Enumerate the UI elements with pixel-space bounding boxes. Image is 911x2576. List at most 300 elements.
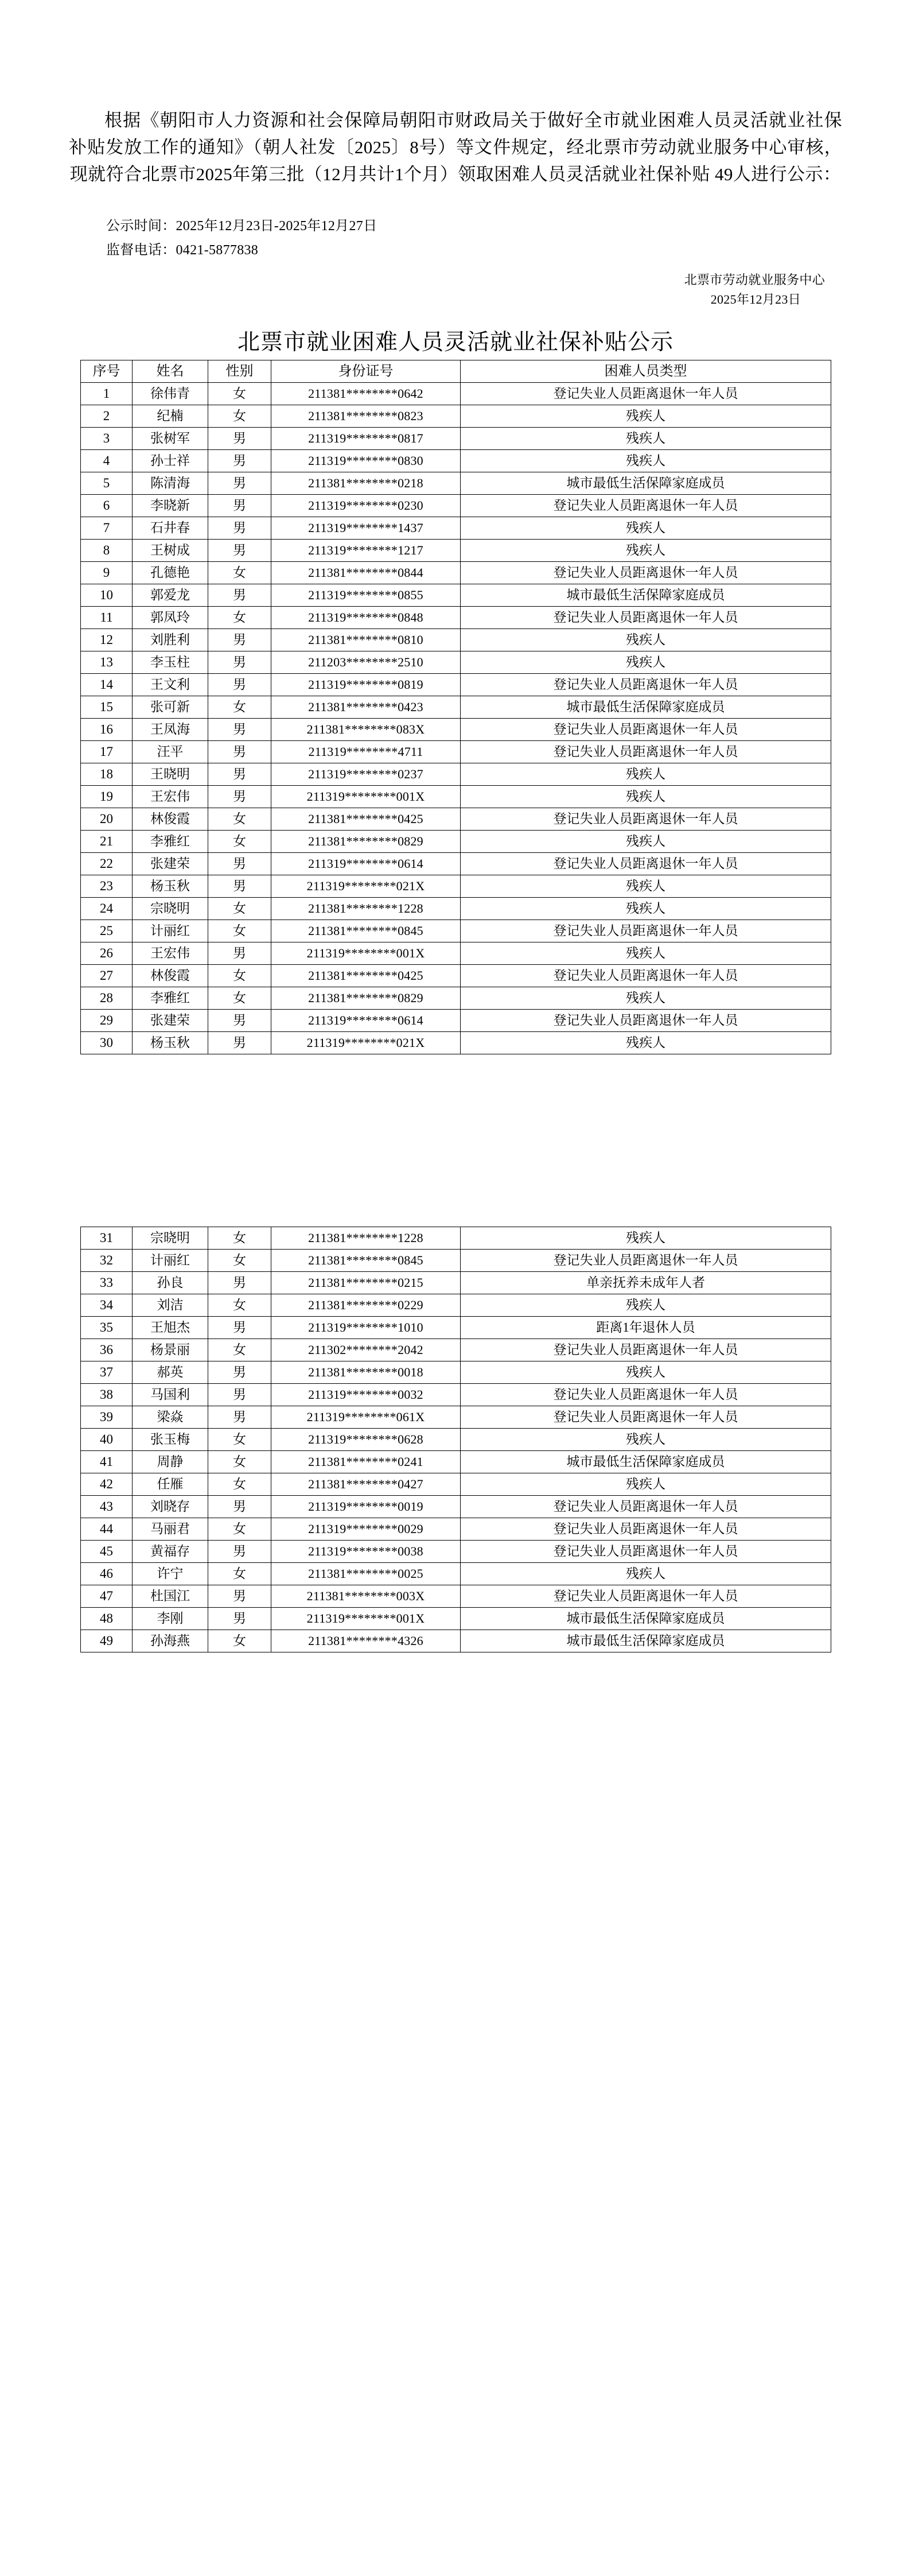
cell-gender: 女 xyxy=(208,1563,271,1585)
cell-index: 14 xyxy=(81,674,133,696)
cell-type: 登记失业人员距离退休一年人员 xyxy=(461,1250,831,1272)
table-row xyxy=(81,651,831,674)
cell-type: 登记失业人员距离退休一年人员 xyxy=(461,808,831,831)
cell-id: 211319********0032 xyxy=(271,1384,461,1406)
cell-index: 13 xyxy=(81,651,133,674)
cell-name: 张树军 xyxy=(133,428,208,450)
cell-index: 33 xyxy=(81,1272,133,1294)
cell-index: 45 xyxy=(81,1541,133,1563)
cell-type: 登记失业人员距离退休一年人员 xyxy=(461,965,831,987)
cell-gender: 女 xyxy=(208,1518,271,1541)
table-row xyxy=(81,763,831,786)
table-row xyxy=(81,1384,831,1406)
cell-index: 8 xyxy=(81,540,133,562)
table-row xyxy=(81,1250,831,1272)
cell-id: 211381********0427 xyxy=(271,1473,461,1496)
page-break-gap xyxy=(0,1054,911,1227)
table-row xyxy=(81,1630,831,1652)
cell-gender: 女 xyxy=(208,1227,271,1250)
cell-gender: 女 xyxy=(208,1339,271,1361)
cell-id: 211381********003X xyxy=(271,1585,461,1608)
cell-type: 登记失业人员距离退休一年人员 xyxy=(461,674,831,696)
cell-name: 陈清海 xyxy=(133,472,208,495)
table-row xyxy=(81,1406,831,1429)
table-row xyxy=(81,808,831,831)
cell-id: 211381********0642 xyxy=(271,383,461,405)
cell-gender: 男 xyxy=(208,1361,271,1384)
cell-id: 211381********0823 xyxy=(271,405,461,428)
intro-paragraph: 根据《朝阳市人力资源和社会保障局朝阳市财政局关于做好全市就业困难人员灵活就业社保补贴发放工作的通知》（朝人社发〔2025〕8号）等文件规定，经北票市劳动就业服务中心审核，现就符合北票市2025年第三批（12月共计1个月）领取困难人员灵活就业社保补贴 49人进行公示： xyxy=(69,110,842,184)
table-row xyxy=(81,517,831,540)
cell-type: 残疾人 xyxy=(461,450,831,472)
cell-name: 李玉柱 xyxy=(133,651,208,674)
cell-gender: 男 xyxy=(208,786,271,808)
cell-id: 211319********0230 xyxy=(271,495,461,517)
cell-index: 26 xyxy=(81,942,133,965)
cell-index: 18 xyxy=(81,763,133,786)
table-row xyxy=(81,450,831,472)
cell-type: 残疾人 xyxy=(461,405,831,428)
cell-type: 城市最低生活保障家庭成员 xyxy=(461,584,831,607)
cell-id: 211381********0829 xyxy=(271,987,461,1010)
cell-type: 登记失业人员距离退休一年人员 xyxy=(461,1384,831,1406)
cell-type: 残疾人 xyxy=(461,1032,831,1054)
notice-meta-section xyxy=(0,188,911,262)
cell-type: 登记失业人员距离退休一年人员 xyxy=(461,495,831,517)
cell-gender: 女 xyxy=(208,696,271,719)
cell-name: 郭凤玲 xyxy=(133,607,208,629)
cell-gender: 男 xyxy=(208,853,271,875)
table-row xyxy=(81,942,831,965)
cell-type: 登记失业人员距离退休一年人员 xyxy=(461,719,831,741)
cell-name: 计丽红 xyxy=(133,920,208,942)
cell-index: 23 xyxy=(81,875,133,898)
cell-gender: 男 xyxy=(208,1384,271,1406)
cell-gender: 男 xyxy=(208,428,271,450)
cell-type: 登记失业人员距离退休一年人员 xyxy=(461,1496,831,1518)
cell-id: 211319********0237 xyxy=(271,763,461,786)
cell-name: 徐伟青 xyxy=(133,383,208,405)
cell-type: 城市最低生活保障家庭成员 xyxy=(461,472,831,495)
cell-name: 石井春 xyxy=(133,517,208,540)
table-row xyxy=(81,696,831,719)
cell-index: 6 xyxy=(81,495,133,517)
cell-id: 211319********0819 xyxy=(271,674,461,696)
cell-gender: 女 xyxy=(208,920,271,942)
cell-name: 汪平 xyxy=(133,741,208,763)
cell-name: 王旭杰 xyxy=(133,1317,208,1339)
cell-gender: 男 xyxy=(208,1032,271,1054)
cell-id: 211381********0425 xyxy=(271,965,461,987)
cell-name: 郭爱龙 xyxy=(133,584,208,607)
cell-type: 残疾人 xyxy=(461,898,831,920)
table-row xyxy=(81,495,831,517)
cell-index: 36 xyxy=(81,1339,133,1361)
cell-index: 5 xyxy=(81,472,133,495)
cell-id: 211381********0845 xyxy=(271,920,461,942)
cell-index: 30 xyxy=(81,1032,133,1054)
cell-gender: 男 xyxy=(208,942,271,965)
cell-index: 22 xyxy=(81,853,133,875)
cell-id: 211381********0218 xyxy=(271,472,461,495)
cell-type: 登记失业人员距离退休一年人员 xyxy=(461,853,831,875)
cell-type: 残疾人 xyxy=(461,1294,831,1317)
cell-name: 孙海燕 xyxy=(133,1630,208,1652)
cell-index: 1 xyxy=(81,383,133,405)
cell-name: 王凤海 xyxy=(133,719,208,741)
table-row xyxy=(81,1010,831,1032)
cell-name: 李晓新 xyxy=(133,495,208,517)
cell-gender: 女 xyxy=(208,607,271,629)
cell-id: 211319********1217 xyxy=(271,540,461,562)
table-row xyxy=(81,741,831,763)
cell-name: 周静 xyxy=(133,1451,208,1473)
cell-type: 残疾人 xyxy=(461,1227,831,1250)
cell-index: 29 xyxy=(81,1010,133,1032)
table-row xyxy=(81,719,831,741)
supervision-phone: 监督电话：0421-5877838 xyxy=(106,243,259,258)
cell-index: 19 xyxy=(81,786,133,808)
cell-gender: 男 xyxy=(208,1272,271,1294)
cell-index: 12 xyxy=(81,629,133,651)
cell-type: 残疾人 xyxy=(461,428,831,450)
cell-type: 城市最低生活保障家庭成员 xyxy=(461,696,831,719)
table-row xyxy=(81,1317,831,1339)
cell-gender: 男 xyxy=(208,1010,271,1032)
table-row xyxy=(81,629,831,651)
table-row xyxy=(81,853,831,875)
cell-gender: 男 xyxy=(208,1585,271,1608)
cell-id: 211381********0423 xyxy=(271,696,461,719)
roster-table-part1 xyxy=(80,360,831,1054)
table-row xyxy=(81,428,831,450)
table-row xyxy=(81,831,831,853)
cell-name: 郝英 xyxy=(133,1361,208,1384)
cell-gender: 男 xyxy=(208,495,271,517)
cell-index: 17 xyxy=(81,741,133,763)
cell-type: 残疾人 xyxy=(461,831,831,853)
cell-index: 31 xyxy=(81,1227,133,1250)
table-row xyxy=(81,1451,831,1473)
cell-id: 211319********0628 xyxy=(271,1429,461,1451)
cell-gender: 男 xyxy=(208,875,271,898)
cell-gender: 女 xyxy=(208,405,271,428)
cell-index: 11 xyxy=(81,607,133,629)
cell-gender: 男 xyxy=(208,517,271,540)
cell-id: 211381********1228 xyxy=(271,898,461,920)
cell-name: 杨景丽 xyxy=(133,1339,208,1361)
cell-index: 35 xyxy=(81,1317,133,1339)
cell-id: 211381********0845 xyxy=(271,1250,461,1272)
table-row xyxy=(81,405,831,428)
cell-type: 登记失业人员距离退休一年人员 xyxy=(461,1339,831,1361)
cell-type: 单亲抚养未成年人者 xyxy=(461,1272,831,1294)
table-row xyxy=(81,472,831,495)
cell-type: 登记失业人员距离退休一年人员 xyxy=(461,562,831,584)
cell-index: 38 xyxy=(81,1384,133,1406)
cell-gender: 男 xyxy=(208,1608,271,1630)
column-header-type: 困难人员类型 xyxy=(461,360,831,383)
table-row xyxy=(81,898,831,920)
cell-name: 张建荣 xyxy=(133,1010,208,1032)
cell-type: 残疾人 xyxy=(461,1563,831,1585)
cell-name: 宗晓明 xyxy=(133,898,208,920)
roster-table-part1-wrapper xyxy=(0,360,911,1054)
table-row xyxy=(81,786,831,808)
column-header-gender: 性别 xyxy=(208,360,271,383)
cell-type: 登记失业人员距离退休一年人员 xyxy=(461,741,831,763)
table-header-row xyxy=(81,360,831,383)
table-row xyxy=(81,1429,831,1451)
cell-type: 登记失业人员距离退休一年人员 xyxy=(461,1406,831,1429)
table-row xyxy=(81,875,831,898)
cell-id: 211319********0019 xyxy=(271,1496,461,1518)
cell-index: 20 xyxy=(81,808,133,831)
bottom-whitespace xyxy=(0,1652,911,2330)
cell-gender: 男 xyxy=(208,763,271,786)
cell-gender: 男 xyxy=(208,1541,271,1563)
cell-id: 211319********001X xyxy=(271,942,461,965)
cell-type: 残疾人 xyxy=(461,1473,831,1496)
cell-name: 杨玉秋 xyxy=(133,1032,208,1054)
cell-id: 211319********1437 xyxy=(271,517,461,540)
cell-name: 宗晓明 xyxy=(133,1227,208,1250)
table-body-part2 xyxy=(81,1227,831,1652)
cell-name: 刘胜利 xyxy=(133,629,208,651)
cell-name: 计丽红 xyxy=(133,1250,208,1272)
cell-id: 211319********1010 xyxy=(271,1317,461,1339)
cell-index: 41 xyxy=(81,1451,133,1473)
table-row xyxy=(81,383,831,405)
cell-id: 211319********001X xyxy=(271,1608,461,1630)
cell-index: 47 xyxy=(81,1585,133,1608)
cell-type: 登记失业人员距离退休一年人员 xyxy=(461,1541,831,1563)
cell-id: 211381********0844 xyxy=(271,562,461,584)
issue-date: 2025年12月23日 xyxy=(710,292,801,307)
table-row xyxy=(81,1032,831,1054)
cell-index: 3 xyxy=(81,428,133,450)
table-row xyxy=(81,965,831,987)
cell-name: 杜国江 xyxy=(133,1585,208,1608)
cell-gender: 男 xyxy=(208,450,271,472)
cell-index: 21 xyxy=(81,831,133,853)
cell-gender: 女 xyxy=(208,808,271,831)
cell-gender: 男 xyxy=(208,629,271,651)
cell-id: 211319********021X xyxy=(271,1032,461,1054)
cell-id: 211381********0425 xyxy=(271,808,461,831)
cell-gender: 女 xyxy=(208,1429,271,1451)
cell-gender: 男 xyxy=(208,540,271,562)
cell-id: 211319********0614 xyxy=(271,853,461,875)
cell-gender: 女 xyxy=(208,1250,271,1272)
cell-name: 许宁 xyxy=(133,1563,208,1585)
cell-name: 刘晓存 xyxy=(133,1496,208,1518)
cell-index: 9 xyxy=(81,562,133,584)
publicity-time: 公示时间：2025年12月23日-2025年12月27日 xyxy=(106,219,377,234)
cell-gender: 男 xyxy=(208,719,271,741)
table-row xyxy=(81,1585,831,1608)
cell-id: 211381********1228 xyxy=(271,1227,461,1250)
cell-index: 10 xyxy=(81,584,133,607)
column-header-name: 姓名 xyxy=(133,360,208,383)
cell-type: 残疾人 xyxy=(461,540,831,562)
cell-index: 46 xyxy=(81,1563,133,1585)
table-row xyxy=(81,674,831,696)
cell-type: 残疾人 xyxy=(461,651,831,674)
cell-index: 40 xyxy=(81,1429,133,1451)
cell-name: 李雅红 xyxy=(133,831,208,853)
cell-name: 孙良 xyxy=(133,1272,208,1294)
table-row xyxy=(81,1361,831,1384)
cell-name: 梁焱 xyxy=(133,1406,208,1429)
cell-name: 孔德艳 xyxy=(133,562,208,584)
cell-name: 任雁 xyxy=(133,1473,208,1496)
roster-table-part2 xyxy=(80,1227,831,1652)
cell-name: 刘洁 xyxy=(133,1294,208,1317)
issuer-name: 北票市劳动就业服务中心 xyxy=(684,273,825,287)
cell-name: 王宏伟 xyxy=(133,942,208,965)
cell-id: 211381********0229 xyxy=(271,1294,461,1317)
cell-gender: 男 xyxy=(208,741,271,763)
cell-gender: 女 xyxy=(208,383,271,405)
cell-name: 李刚 xyxy=(133,1608,208,1630)
cell-name: 孙士祥 xyxy=(133,450,208,472)
cell-gender: 男 xyxy=(208,584,271,607)
table-row xyxy=(81,1473,831,1496)
cell-gender: 男 xyxy=(208,472,271,495)
cell-id: 211319********4711 xyxy=(271,741,461,763)
cell-type: 登记失业人员距离退休一年人员 xyxy=(461,383,831,405)
table-row xyxy=(81,562,831,584)
cell-index: 25 xyxy=(81,920,133,942)
cell-index: 44 xyxy=(81,1518,133,1541)
table-row xyxy=(81,1563,831,1585)
cell-type: 登记失业人员距离退休一年人员 xyxy=(461,1585,831,1608)
cell-type: 距离1年退休人员 xyxy=(461,1317,831,1339)
cell-gender: 女 xyxy=(208,562,271,584)
cell-type: 城市最低生活保障家庭成员 xyxy=(461,1451,831,1473)
table-row xyxy=(81,1339,831,1361)
cell-gender: 男 xyxy=(208,1406,271,1429)
cell-index: 15 xyxy=(81,696,133,719)
cell-name: 马丽君 xyxy=(133,1518,208,1541)
cell-id: 211319********0830 xyxy=(271,450,461,472)
cell-index: 2 xyxy=(81,405,133,428)
column-header-id: 身份证号 xyxy=(271,360,461,383)
intro-section xyxy=(0,0,911,188)
cell-gender: 女 xyxy=(208,987,271,1010)
cell-gender: 女 xyxy=(208,1294,271,1317)
table-row xyxy=(81,987,831,1010)
table-row xyxy=(81,1272,831,1294)
cell-id: 211319********001X xyxy=(271,786,461,808)
table-body-part1 xyxy=(81,383,831,1054)
cell-type: 残疾人 xyxy=(461,1429,831,1451)
cell-type: 登记失业人员距离退休一年人员 xyxy=(461,1518,831,1541)
cell-id: 211381********0215 xyxy=(271,1272,461,1294)
cell-name: 王文利 xyxy=(133,674,208,696)
cell-id: 211381********083X xyxy=(271,719,461,741)
cell-id: 211319********0817 xyxy=(271,428,461,450)
cell-id: 211319********021X xyxy=(271,875,461,898)
table-row xyxy=(81,1294,831,1317)
cell-gender: 男 xyxy=(208,1317,271,1339)
cell-id: 211381********0018 xyxy=(271,1361,461,1384)
cell-gender: 男 xyxy=(208,651,271,674)
cell-index: 32 xyxy=(81,1250,133,1272)
table-row xyxy=(81,540,831,562)
cell-gender: 女 xyxy=(208,965,271,987)
table-row xyxy=(81,920,831,942)
cell-type: 残疾人 xyxy=(461,517,831,540)
cell-id: 211381********0829 xyxy=(271,831,461,853)
cell-id: 211319********0855 xyxy=(271,584,461,607)
cell-index: 37 xyxy=(81,1361,133,1384)
cell-name: 黄福存 xyxy=(133,1541,208,1563)
cell-index: 24 xyxy=(81,898,133,920)
cell-type: 残疾人 xyxy=(461,987,831,1010)
table-header xyxy=(81,360,831,383)
cell-name: 李雅红 xyxy=(133,987,208,1010)
cell-id: 211381********0025 xyxy=(271,1563,461,1585)
cell-type: 城市最低生活保障家庭成员 xyxy=(461,1630,831,1652)
cell-type: 残疾人 xyxy=(461,1361,831,1384)
cell-id: 211203********2510 xyxy=(271,651,461,674)
cell-id: 211319********061X xyxy=(271,1406,461,1429)
cell-index: 42 xyxy=(81,1473,133,1496)
table-row xyxy=(81,1608,831,1630)
cell-type: 残疾人 xyxy=(461,786,831,808)
cell-name: 马国利 xyxy=(133,1384,208,1406)
cell-gender: 女 xyxy=(208,1473,271,1496)
column-header-index: 序号 xyxy=(81,360,133,383)
cell-type: 登记失业人员距离退休一年人员 xyxy=(461,920,831,942)
cell-gender: 女 xyxy=(208,1451,271,1473)
cell-type: 城市最低生活保障家庭成员 xyxy=(461,1608,831,1630)
cell-id: 211381********0810 xyxy=(271,629,461,651)
cell-name: 杨玉秋 xyxy=(133,875,208,898)
roster-table-part2-wrapper xyxy=(0,1227,911,1652)
cell-index: 4 xyxy=(81,450,133,472)
cell-gender: 女 xyxy=(208,1630,271,1652)
table-row xyxy=(81,1518,831,1541)
cell-gender: 女 xyxy=(208,898,271,920)
cell-name: 张可新 xyxy=(133,696,208,719)
cell-gender: 男 xyxy=(208,1496,271,1518)
cell-type: 残疾人 xyxy=(461,875,831,898)
cell-name: 王宏伟 xyxy=(133,786,208,808)
table-row xyxy=(81,584,831,607)
cell-index: 27 xyxy=(81,965,133,987)
cell-id: 211381********4326 xyxy=(271,1630,461,1652)
table-row xyxy=(81,1227,831,1250)
cell-id: 211381********0241 xyxy=(271,1451,461,1473)
cell-type: 登记失业人员距离退休一年人员 xyxy=(461,607,831,629)
cell-id: 211302********2042 xyxy=(271,1339,461,1361)
table-row xyxy=(81,1541,831,1563)
cell-name: 林俊霞 xyxy=(133,965,208,987)
cell-index: 34 xyxy=(81,1294,133,1317)
cell-gender: 女 xyxy=(208,831,271,853)
cell-id: 211319********0038 xyxy=(271,1541,461,1563)
cell-name: 林俊霞 xyxy=(133,808,208,831)
cell-index: 28 xyxy=(81,987,133,1010)
cell-type: 残疾人 xyxy=(461,942,831,965)
cell-id: 211319********0029 xyxy=(271,1518,461,1541)
cell-index: 48 xyxy=(81,1608,133,1630)
cell-index: 7 xyxy=(81,517,133,540)
cell-type: 残疾人 xyxy=(461,763,831,786)
